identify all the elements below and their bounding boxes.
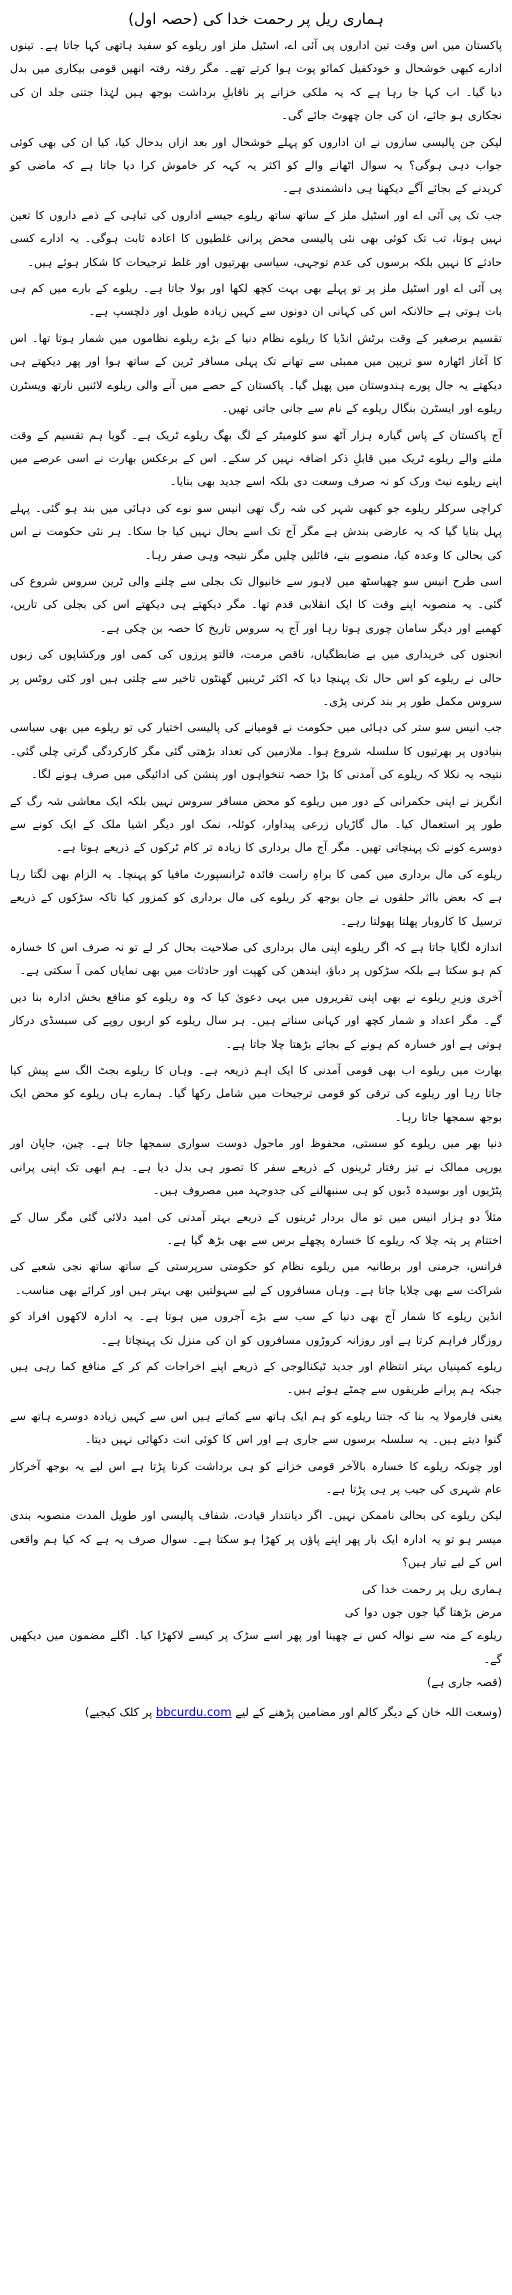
article-paragraph: اندازہ لگایا جاتا ہے کہ اگر ریلوے اپنی مال برداری کی صلاحیت بحال کر لے تو نہ صرف اس کا خسارہ کم ہو سکتا ہے بلکہ سڑکوں پر دباؤ، ایندھن کی کھپت اور حادثات میں بھی نمایاں کمی آ سکتی ہے۔	[10, 941, 502, 978]
article-paragraph: کراچی سرکلر ریلوے جو کبھی شہر کی شہ رگ تھی انیس سو نوے کی دہائی میں بند ہو گئی۔ پہلے پہل بتایا گیا کہ یہ عارضی بندش ہے مگر آج تک اسے بحال نہیں کیا جا سکا۔ ہر نئی حکومت نے اس کی بحالی کا وعدہ کیا، منصوبے بنے، فائلیں چلیں مگر نتیجہ وہی صفر رہا۔	[10, 501, 502, 562]
footer-prefix: (وسعت اللہ خان کے دیگر کالم اور مضامین پڑھنے کے لیے	[235, 1704, 502, 1719]
article-paragraph: اسی طرح انیس سو چھیاسٹھ میں لاہور سے خانیوال تک بجلی سے چلنے والی ٹرین سروس شروع کی گئی۔ یہ منصوبہ اپنے وقت کا ایک انقلابی قدم تھا۔ مگر دیکھتے ہی دیکھتے اس کی بجلی کی تاریں، کھمبے اور دیگر سامان چوری ہوتا رہا اور آج یہ سروس تاریخ کا حصہ بن چکی ہے۔	[10, 574, 502, 635]
article-body	[10, 34, 502, 1575]
closing-note: ریلوے کے منہ سے نوالہ کس نے چھینا اور پھر اسے سڑک پر کیسے لاکھڑا کیا۔ اگلے مضمون میں دیکھیں گے۔	[10, 1629, 502, 1666]
article-paragraph: تقسیم برصغیر کے وقت برٹش انڈیا کا ریلوے نظام دنیا کے بڑے ریلوے نظاموں میں شمار ہوتا تھا۔ اس کا آغاز اٹھارہ سو تریپن میں ممبئی سے تھانے تک پہلی مسافر ٹرین کے ساتھ ہوا اور پھر دیکھتے ہی دیکھتے یہ جال پورے ہندوستان میں پھیل گیا۔ پاکستان کے حصے میں آنے والی ریلوے لائنیں نارتھ ویسٹرن ریلوے اور ایسٹرن بنگال ریلوے کے نام سے جانی جاتی تھیں۔	[10, 331, 502, 416]
article-paragraph: پی آئی اے اور اسٹیل ملز پر تو پہلے بھی بہت کچھ لکھا اور بولا جاتا ہے۔ ریلوے کے بارے میں کم ہی بات ہوتی ہے حالانکہ اس کی کہانی ان دونوں سے کہیں زیادہ طویل اور دلچسپ ہے۔	[10, 282, 502, 319]
article-paragraph: یعنی فارمولا یہ بنا کہ جتنا ریلوے کو ہم ایک ہاتھ سے کماتے ہیں اس سے کہیں زیادہ دوسرے ہاتھ سے گنوا دیتے ہیں۔ یہ سلسلہ برسوں سے جاری ہے اور اس کا کوئی انت دکھائی نہیں دیتا۔	[10, 1409, 502, 1447]
article-paragraph: جب تک پی آئی اے اور اسٹیل ملز کے ساتھ ساتھ ریلوے جیسے اداروں کی تباہی کے ذمے داروں کا تعین نہیں ہوتا، تب تک کوئی بھی نئی پالیسی محض پرانی غلطیوں کا اعادہ ثابت ہوگی۔ یہ ادارے کسی حادثے کا نہیں بلکہ برسوں کی عدم توجہی، سیاسی بھرتیوں اور غلط ترجیحات کا شکار ہوئے ہیں۔	[10, 208, 502, 269]
article-paragraph: لیکن ریلوے کی بحالی ناممکن نہیں۔ اگر دیانتدار قیادت، شفاف پالیسی اور طویل المدت منصوبہ بندی میسر ہو تو یہ ادارہ ایک بار پھر اپنے پاؤں پر کھڑا ہو سکتا ہے۔ سوال صرف یہ ہے کہ کیا ہم واقعی اس کے لیے تیار ہیں؟	[10, 1509, 502, 1570]
article-paragraph: فرانس، جرمنی اور برطانیہ میں ریلوے نظام کو حکومتی سرپرستی کے ساتھ ساتھ نجی شعبے کی شراکت سے بھی چلایا جاتا ہے۔ وہاں مسافروں کے لیے سہولتیں بھی بہتر ہیں اور کرائے بھی مناسب۔	[10, 1260, 502, 1297]
article-paragraph: آخری وزیرِ ریلوے نے بھی اپنی تقریروں میں یہی دعویٰ کیا کہ وہ ریلوے کو منافع بخش ادارہ بنا دیں گے۔ مگر اعداد و شمار کچھ اور کہانی سناتے ہیں۔ ہر سال ریلوے کو اربوں روپے کی سبسڈی درکار ہوتی ہے اور خسارہ کم ہونے کے بجائے بڑھتا چلا جاتا ہے۔	[10, 990, 502, 1051]
article-closing	[10, 1578, 502, 1695]
article-paragraph: انگریز نے اپنی حکمرانی کے دور میں ریلوے کو محض مسافر سروس نہیں بلکہ ایک معاشی شہ رگ کے طور پر استعمال کیا۔ مال گاڑیاں زرعی پیداوار، کوئلہ، نمک اور دیگر اشیا ملک کے ایک کونے سے دوسرے کونے تک پہنچاتی تھیں۔ مگر آج مال برداری کا زیادہ تر کام ٹرکوں کے ذریعے ہوتا ہے۔	[10, 794, 502, 855]
continued-note: (قصہ جاری ہے)	[426, 1676, 502, 1690]
bbcurdu-link[interactable]: bbcurdu.com	[155, 1704, 232, 1719]
article-paragraph: لیکن جن پالیسی سازوں نے ان اداروں کو پہلے خوشحال اور بعد ازاں بدحال کیا، کیا ان کی بھی کوئی جواب دہی ہوگی؟ یہ سوال اٹھانے والے کو اکثر یہ کہہ کر خاموش کرا دیا جاتا ہے کہ ماضی کو کریدنے کے بجائے آگے دیکھنا ہی دانشمندی ہے۔	[10, 135, 502, 196]
article-paragraph: آج پاکستان کے پاس گیارہ ہزار آٹھ سو کلومیٹر کے لگ بھگ ریلوے ٹریک ہے۔ گویا ہم تقسیم کے وقت ملنے والے ریلوے ٹریک میں قابلِ ذکر اضافہ نہیں کر سکے۔ اس کے برعکس بھارت نے اسی عرصے میں اپنے ریلوے نیٹ ورک کو نہ صرف وسعت دی بلکہ اسے جدید بھی بنایا۔	[10, 428, 502, 489]
article-paragraph: انڈین ریلوے کا شمار آج بھی دنیا کے سب سے بڑے آجروں میں ہوتا ہے۔ یہ ادارہ لاکھوں افراد کو روزگار فراہم کرتا ہے اور روزانہ کروڑوں مسافروں کو ان کی منزل تک پہنچاتا ہے۔	[10, 1310, 502, 1347]
article-paragraph: اور چونکہ ریلوے کا خسارہ بالآخر قومی خزانے کو ہی برداشت کرنا پڑتا ہے اس لیے یہ بوجھ آخرکار عام شہری کی جیب پر ہی پڑتا ہے۔	[10, 1459, 502, 1496]
article-paragraph: جب انیس سو ستر کی دہائی میں حکومت نے قومیانے کی پالیسی اختیار کی تو ریلوے میں بھی سیاسی بنیادوں پر بھرتیوں کا سلسلہ شروع ہوا۔ ملازمین کی تعداد بڑھتی گئی مگر کارکردگی گرتی چلی گئی۔ نتیجہ یہ نکلا کہ ریلوے کی آمدنی کا بڑا حصہ تنخواہوں اور پنشن کی ادائیگی میں صرف ہونے لگا۔	[10, 721, 502, 782]
closing-verse-line: مرض بڑھتا گیا جوں جوں دوا کی	[344, 1606, 502, 1619]
article-paragraph: مثلاً دو ہزار انیس میں تو مال بردار ٹرینوں کے ذریعے بہتر آمدنی کی امید دلائی گئی مگر سال کے اختتام پر پتہ چلا کہ ریلوے کا خسارہ پچھلے برس سے بھی بڑھ گیا ہے۔	[10, 1210, 502, 1247]
article-footer	[10, 1701, 502, 1723]
article-paragraph: انجنوں کی خریداری میں بے ضابطگیاں، ناقص مرمت، فالتو پرزوں کی کمی اور ورکشاپوں کی زبوں حالی نے ریلوے کو اس حال تک پہنچا دیا کہ اکثر ٹرینیں گھنٹوں تاخیر سے چلتی ہیں اور کئی روٹس پر سروس مکمل طور پر بند کرنی پڑی۔	[10, 648, 502, 708]
article-paragraph: ریلوے کی مال برداری میں کمی کا براہِ راست فائدہ ٹرانسپورٹ مافیا کو پہنچا۔ یہ الزام بھی لگتا رہا ہے کہ بعض بااثر حلقوں نے جان بوجھ کر ریلوے کی مال برداری کو کمزور کیا تاکہ سڑکوں کے ذریعے ترسیل کا کاروبار پھلتا پھولتا رہے۔	[10, 867, 502, 928]
article-paragraph: دنیا بھر میں ریلوے کو سستی، محفوظ اور ماحول دوست سواری سمجھا جاتا ہے۔ چین، جاپان اور یورپی ممالک نے تیز رفتار ٹرینوں کے ذریعے سفر کا تصور ہی بدل دیا ہے۔ ہم ابھی تک اپنی پرانی پٹڑیوں اور بوسیدہ ڈبوں کو ہی سنبھالنے کی جدوجہد میں مصروف ہیں۔	[10, 1137, 502, 1198]
footer-suffix: پر کلک کیجیے)	[84, 1704, 153, 1719]
article-paragraph: ریلوے کمپنیاں بہتر انتظام اور جدید ٹیکنالوجی کے ذریعے اپنے اخراجات کم کر کے منافع کما رہی ہیں جبکہ ہم پرانے طریقوں سے چمٹے ہوئے ہیں۔	[10, 1359, 502, 1397]
article-title: ہماری ریل پر رحمت خدا کی (حصہ اول)	[128, 10, 384, 28]
closing-verse-line: ہماری ریل پر رحمت خدا کی	[362, 1582, 502, 1596]
article-paragraph: بھارت میں ریلوے اب بھی قومی آمدنی کا ایک اہم ذریعہ ہے۔ وہاں کا ریلوے بجٹ الگ سے پیش کیا جاتا رہا اور ریلوے کی ترقی کو قومی ترجیحات میں شامل رکھا گیا۔ ہمارے ہاں ریلوے کو محض ایک بوجھ سمجھا جاتا رہا۔	[10, 1064, 502, 1124]
article-paragraph: پاکستان میں اس وقت تین اداروں پی آئی اے، اسٹیل ملز اور ریلوے کو سفید ہاتھی کہا جاتا ہے۔ تینوں ادارے کبھی خوشحال و خودکفیل کمائو پوت ہوا کرتے تھے۔ مگر رفتہ رفتہ انھیں قومی بیکاری میں بدل دیا گیا۔ اب کہا جا رہا ہے کہ یہ ملکی خزانے پر ناقابلِ برداشت بوجھ ہیں لہٰذا جتنی جلد ان کی نجکاری ہو جائے، ان کی جان چھوٹ جائے گی۔	[10, 39, 502, 123]
